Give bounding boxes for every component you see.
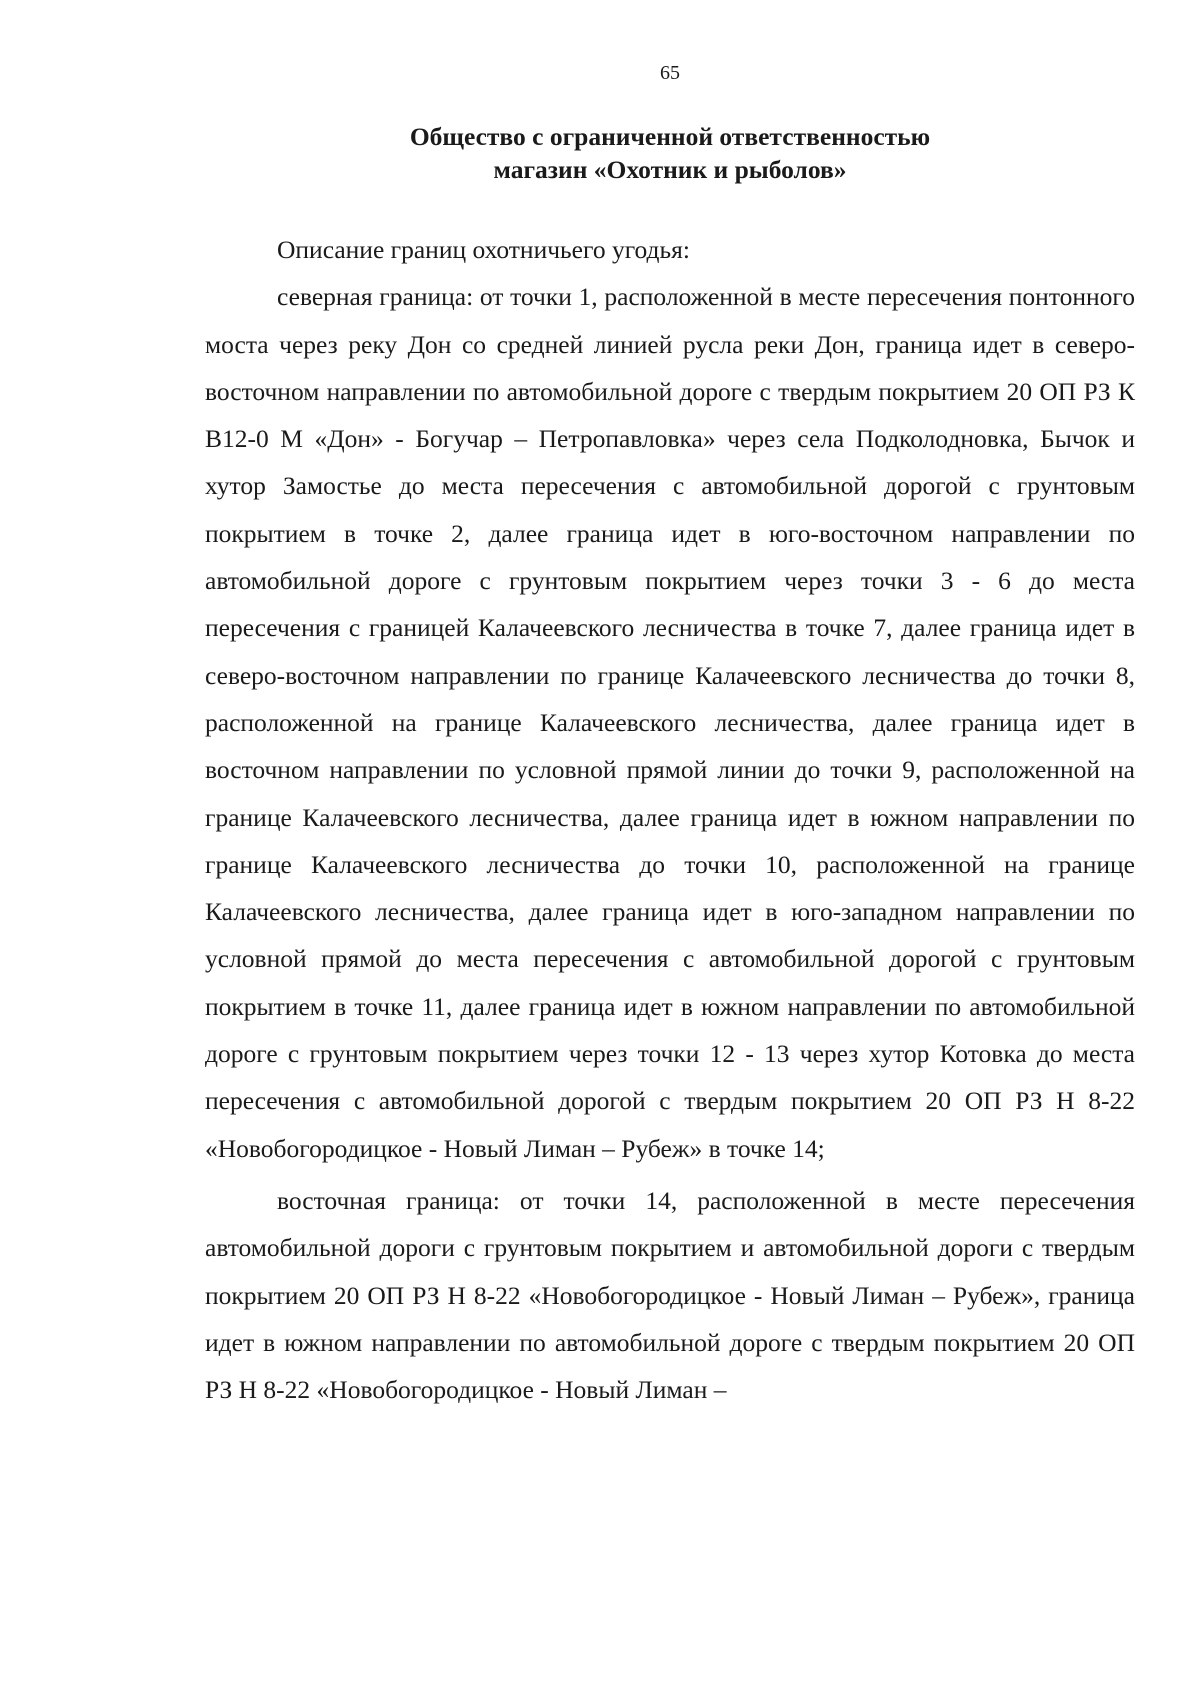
- title-line-1: Общество с ограниченной ответственностью: [409, 122, 931, 151]
- intro-paragraph: Описание границ охотничьего угодья:: [277, 235, 690, 264]
- page-number: 65: [660, 62, 680, 84]
- east-boundary-paragraph: восточная граница: от точки 14, расположенной в месте пересечения автомобильной дороги с грунтовым покрытием и автомобильной дороги с твердым покрытием 20 ОП РЗ Н 8-22 «Новобогородицкое - Новый Лиман – Рубеж», граница идет в южном направлении по автомобильной дороге с твердым покрытием 20 ОП РЗ Н 8-22 «Новобогородицкое - Новый Лиман –: [205, 1185, 1135, 1405]
- document-title: [205, 120, 1135, 186]
- document-body: [205, 226, 1135, 1413]
- title-line-2: магазин «Охотник и рыболов»: [493, 155, 847, 184]
- north-boundary-paragraph: северная граница: от точки 1, расположенной в месте пересечения понтонного моста через реку Дон со средней линией русла реки Дон, граница идет в северо-восточном направлении по автомобильной дороге с твердым покрытием 20 ОП РЗ К В12-0 М «Дон» - Богучар – Петропавловка» через села Подколодновка, Бычок и хутор Замостье до места пересечения с автомобильной дорогой с грунтовым покрытием в точке 2, далее граница идет в юго-восточном направлении по автомобильной дороге с грунтовым покрытием через точки 3 - 6 до места пересечения с границей Калачеевского лесничества в точке 7, далее граница идет в северо-восточном направлении по границе Калачеевского лесничества до точки 8, расположенной на границе Калачеевского лесничества, далее граница идет в восточном направлении по условной прямой линии до точки 9, расположенной на границе Калачеевского лесничества, далее граница идет в южном направлении по границе Калачеевского лесничества до точки 10, расположенной на границе Калачеевского лесничества, далее граница идет в юго-западном направлении по условной прямой до места пересечения с автомобильной дорогой с грунтовым покрытием в точке 11, далее граница идет в южном направлении по автомобильной дороге с грунтовым покрытием через точки 12 - 13 через хутор Котовка до места пересечения с автомобильной дорогой с твердым покрытием 20 ОП РЗ Н 8-22 «Новобогородицкое - Новый Лиман – Рубеж» в точке 14;: [205, 282, 1135, 1163]
